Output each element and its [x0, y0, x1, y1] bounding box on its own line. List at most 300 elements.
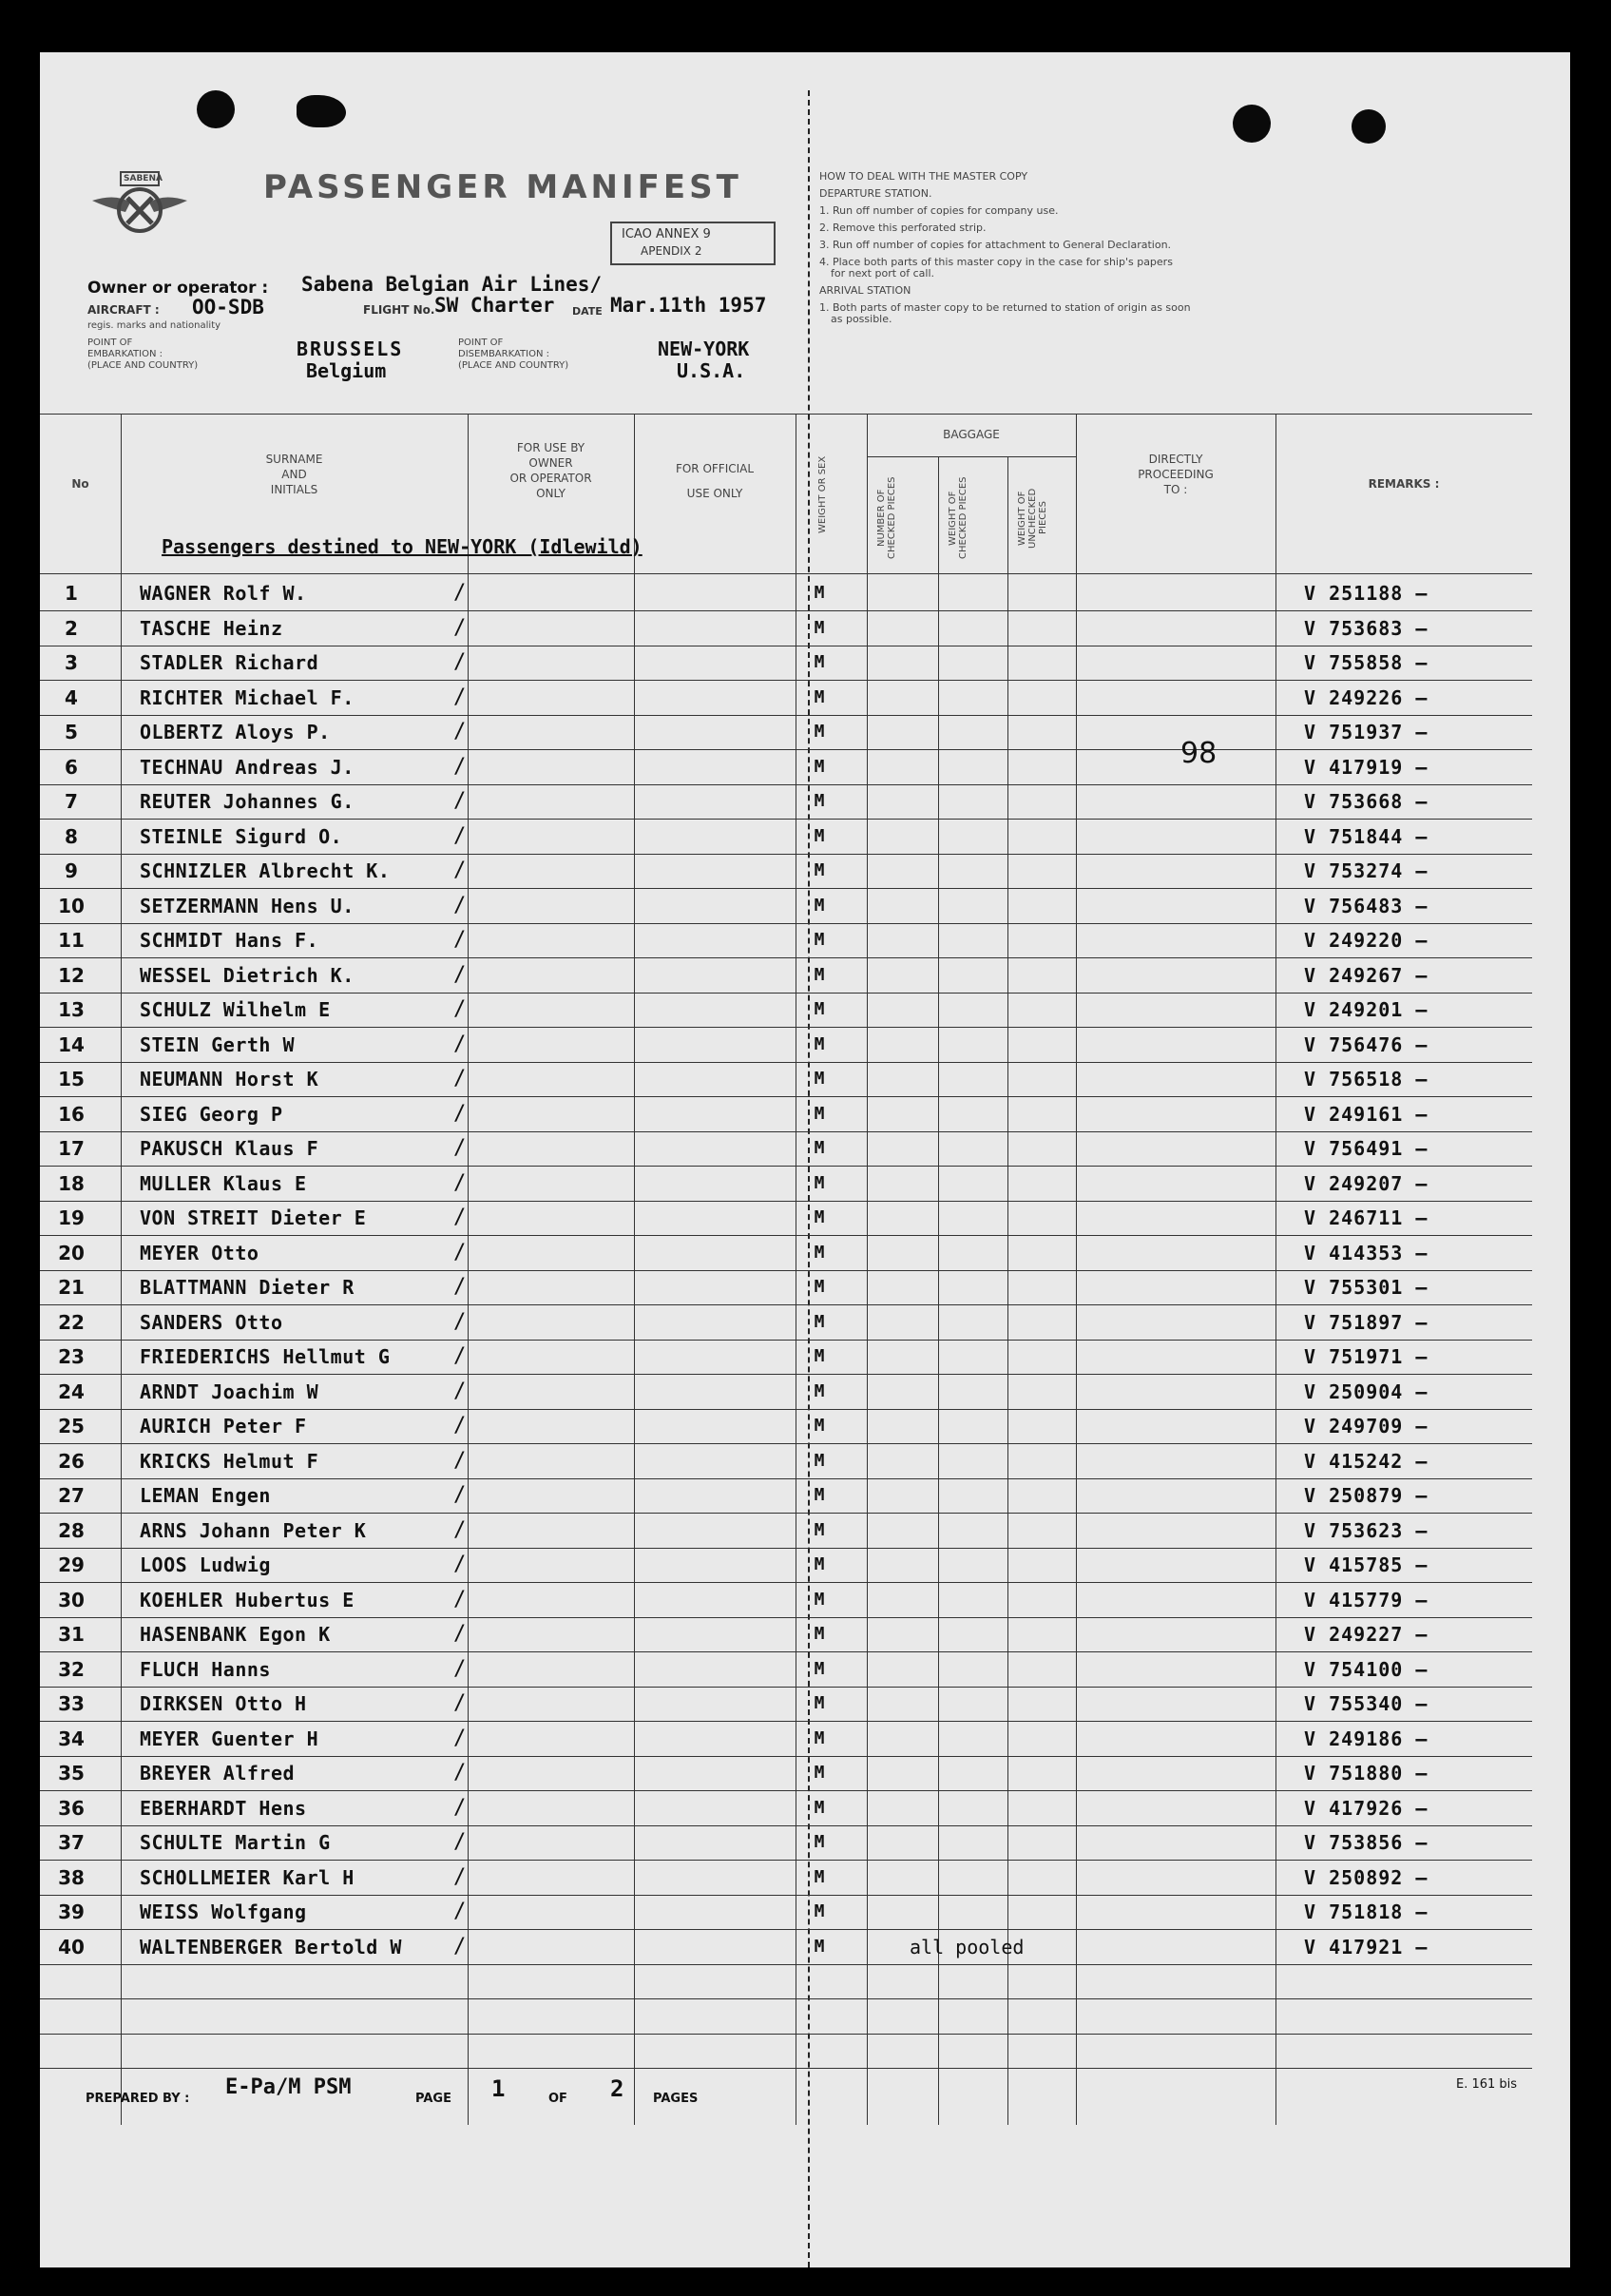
page-value: 1: [491, 2075, 506, 2102]
passenger-sex: M: [814, 1693, 825, 1713]
instr-d4b: for next port of call.: [831, 267, 935, 280]
row-number: 14: [58, 1032, 85, 1056]
owner-check-mark: /: [453, 1032, 467, 1056]
remark-visa: V 751897 —: [1304, 1310, 1429, 1334]
passenger-sex: M: [814, 999, 825, 1019]
row-number: 39: [58, 1900, 85, 1923]
passenger-name: FRIEDERICHS Hellmut G: [140, 1345, 391, 1368]
passenger-sex: M: [814, 1103, 825, 1124]
table-row: [40, 1896, 1532, 1930]
row-number: 19: [58, 1206, 85, 1229]
pages-label: PAGES: [653, 2092, 699, 2106]
remark-visa: V 751937 —: [1304, 721, 1429, 743]
col-directly-3: TO :: [1163, 483, 1188, 496]
row-number: 2: [65, 616, 78, 640]
remark-visa: V 753623 —: [1304, 1518, 1429, 1542]
disembark-label-2: DISEMBARKATION :: [458, 349, 549, 359]
passenger-table: [40, 414, 1532, 2172]
date-label: DATE: [572, 305, 603, 318]
passenger-sex: M: [814, 1554, 825, 1574]
passenger-name: WAGNER Rolf W.: [140, 582, 307, 605]
passenger-sex: M: [814, 617, 825, 638]
disembark-country: U.S.A.: [677, 359, 746, 382]
passenger-name: ARNS Johann Peter K: [140, 1518, 367, 1542]
row-number: 7: [65, 790, 78, 813]
disembark-label-3: (PLACE AND COUNTRY): [458, 360, 569, 371]
owner-check-mark: /: [453, 1864, 467, 1889]
passenger-sex: M: [814, 1901, 825, 1921]
owner-check-mark: /: [453, 1240, 467, 1264]
owner-check-mark: /: [453, 754, 467, 779]
owner-check-mark: /: [453, 685, 467, 709]
table-row: [40, 1306, 1532, 1341]
owner-check-mark: /: [453, 859, 467, 882]
row-number: 31: [58, 1623, 85, 1646]
instr-d2: 2. Remove this perforated strip.: [819, 222, 987, 234]
row-number: 32: [58, 1657, 85, 1681]
passenger-sex: M: [814, 1311, 825, 1332]
owner-check-mark: /: [453, 1795, 467, 1820]
passenger-name: TECHNAU Andreas J.: [140, 755, 355, 779]
owner-check-mark: /: [453, 1587, 467, 1611]
row-number: 35: [58, 1762, 85, 1785]
table-row: [40, 924, 1532, 958]
remark-visa: V 250892 —: [1304, 1865, 1429, 1889]
passenger-sex: M: [814, 860, 825, 880]
owner-check-mark: /: [453, 789, 467, 813]
date-value: Mar.11th 1957: [610, 294, 767, 317]
table-row: [40, 1410, 1532, 1444]
table-row: [40, 1618, 1532, 1652]
remark-visa: V 753683 —: [1304, 616, 1429, 640]
owner-check-mark: /: [453, 1691, 467, 1715]
passenger-name: MULLER Klaus E: [140, 1171, 307, 1195]
baggage-note: all pooled: [910, 1935, 1025, 1958]
remark-visa: V 755340 —: [1304, 1692, 1429, 1715]
table-row: [40, 855, 1532, 889]
remark-visa: V 415785 —: [1304, 1553, 1429, 1576]
passenger-name: MEYER Guenter H: [140, 1727, 319, 1750]
passenger-name: MEYER Otto: [140, 1241, 259, 1264]
passenger-name: FLUCH Hanns: [140, 1657, 271, 1681]
passenger-name: STEINLE Sigurd O.: [140, 824, 343, 848]
table-row: [40, 751, 1532, 785]
table-row: [40, 1479, 1532, 1514]
remark-visa: V 249227 —: [1304, 1623, 1429, 1646]
passenger-sex: M: [814, 895, 825, 916]
row-number: 25: [58, 1415, 85, 1437]
owner-check-mark: /: [453, 1136, 467, 1160]
passenger-sex: M: [814, 1727, 825, 1748]
instructions-block: [819, 171, 1485, 390]
passenger-name: SCHNIZLER Albrecht K.: [140, 859, 391, 882]
passenger-sex: M: [814, 1416, 825, 1436]
col-owner-2: OWNER: [528, 456, 573, 470]
owner-check-mark: /: [453, 1483, 467, 1507]
icao-box: [610, 222, 776, 265]
row-number: 18: [58, 1171, 85, 1195]
instr-d3: 3. Run off number of copies for attachment to General Declaration.: [819, 239, 1172, 251]
remark-visa: V 249226 —: [1304, 685, 1429, 709]
owner-check-mark: /: [453, 1379, 467, 1403]
disembark-label-1: POINT OF: [458, 338, 504, 348]
prepared-label: PREPARED BY :: [86, 2092, 190, 2106]
passenger-sex: M: [814, 964, 825, 985]
page-title: PASSENGER MANIFEST: [263, 168, 742, 206]
side-note: 98: [1180, 737, 1218, 770]
row-number: 6: [65, 755, 78, 779]
table-row: [40, 1862, 1532, 1896]
passenger-sex: M: [814, 652, 825, 672]
passenger-sex: M: [814, 686, 825, 707]
col-owner-3: OR OPERATOR: [509, 472, 592, 485]
remark-visa: V 249207 —: [1304, 1171, 1429, 1195]
row-number: 15: [58, 1068, 85, 1090]
remark-visa: V 756491 —: [1304, 1137, 1429, 1160]
row-number: 40: [58, 1935, 85, 1958]
passenger-sex: M: [814, 791, 825, 811]
owner-check-mark: /: [453, 1622, 467, 1646]
passenger-name: LOOS Ludwig: [140, 1553, 271, 1576]
punch-hole-right-2: [1352, 109, 1386, 144]
table-row: [40, 1688, 1532, 1722]
table-row: [40, 577, 1532, 611]
row-number: 38: [58, 1865, 85, 1889]
passenger-sex: M: [814, 1866, 825, 1887]
owner-check-mark: /: [453, 823, 467, 848]
passenger-name: REUTER Johannes G.: [140, 790, 355, 813]
remark-visa: V 249220 —: [1304, 929, 1429, 952]
table-row: [40, 1549, 1532, 1583]
table-row: [40, 682, 1532, 716]
passenger-name: WALTENBERGER Bertold W: [140, 1935, 402, 1958]
regis-label: regis. marks and nationality: [87, 320, 221, 331]
row-number: 8: [65, 824, 78, 848]
row-number: 30: [58, 1588, 85, 1611]
row-number: 3: [65, 651, 78, 674]
passenger-name: BLATTMANN Dieter R: [140, 1276, 355, 1299]
remark-visa: V 755858 —: [1304, 651, 1429, 674]
col-surname-1: SURNAME: [265, 453, 323, 466]
table-row: [40, 1063, 1532, 1097]
passenger-name: AURICH Peter F: [140, 1415, 307, 1437]
col-bag-weight: WEIGHT OF CHECKED PIECES: [948, 476, 969, 560]
table-row: [40, 646, 1532, 681]
remark-visa: V 753274 —: [1304, 859, 1429, 882]
row-number: 29: [58, 1553, 85, 1576]
flight-label: FLIGHT No.: [363, 303, 435, 317]
passenger-sex: M: [814, 1797, 825, 1818]
row-number: 10: [58, 894, 85, 917]
col-official-1: FOR OFFICIAL: [675, 462, 755, 475]
passenger-name: EBERHARDT Hens: [140, 1796, 307, 1820]
col-bag-unchecked: WEIGHT OF UNCHECKED PIECES: [1017, 488, 1048, 549]
remark-visa: V 756483 —: [1304, 894, 1429, 917]
table-row: [40, 1341, 1532, 1375]
col-official-2: USE ONLY: [686, 487, 743, 500]
row-number: 28: [58, 1518, 85, 1542]
remark-visa: V 417921 —: [1304, 1935, 1429, 1958]
table-row: [40, 716, 1532, 750]
table-row: [40, 820, 1532, 855]
passenger-name: KOEHLER Hubertus E: [140, 1588, 355, 1611]
passenger-sex: M: [814, 756, 825, 777]
row-number: 16: [58, 1102, 85, 1126]
passenger-sex: M: [814, 1624, 825, 1644]
owner-check-mark: /: [453, 650, 467, 674]
passenger-name: KRICKS Helmut F: [140, 1449, 319, 1473]
owner-check-mark: /: [453, 962, 467, 987]
owner-check-mark: /: [453, 928, 467, 952]
row-number: 27: [58, 1484, 85, 1507]
row-number: 4: [65, 685, 78, 709]
passenger-sex: M: [814, 722, 825, 742]
row-number: 12: [58, 963, 85, 987]
owner-check-mark: /: [453, 893, 467, 917]
disembark-city: NEW-YORK: [658, 338, 750, 360]
table-row: [40, 1132, 1532, 1167]
manifest-sheet: [40, 52, 1570, 2267]
owner-check-mark: /: [453, 1206, 467, 1229]
owner-check-mark: /: [453, 1934, 467, 1958]
owner-check-mark: /: [453, 1067, 467, 1090]
remark-visa: V 249161 —: [1304, 1102, 1429, 1126]
remark-visa: V 753668 —: [1304, 790, 1429, 813]
passenger-name: ARNDT Joachim W: [140, 1380, 319, 1403]
remark-visa: V 751818 —: [1304, 1900, 1429, 1923]
instr-departure: DEPARTURE STATION.: [819, 187, 932, 200]
instr-a1: 1. Both parts of master copy to be returned to station of origin as soon: [819, 301, 1191, 314]
passenger-name: SCHOLLMEIER Karl H: [140, 1865, 355, 1889]
remark-visa: V 249267 —: [1304, 963, 1429, 987]
passenger-name: WEISS Wolfgang: [140, 1900, 307, 1923]
instr-d1: 1. Run off number of copies for company use.: [819, 204, 1059, 217]
owner-check-mark: /: [453, 581, 467, 605]
instr-a1b: as possible.: [831, 313, 892, 325]
passenger-name: PAKUSCH Klaus F: [140, 1137, 319, 1160]
of-label: OF: [548, 2092, 567, 2106]
owner-check-mark: /: [453, 1517, 467, 1542]
embark-label-3: (PLACE AND COUNTRY): [87, 360, 199, 371]
remark-visa: V 751880 —: [1304, 1762, 1429, 1785]
table-row: [40, 1167, 1532, 1202]
passenger-name: WESSEL Dietrich K.: [140, 963, 355, 987]
instr-d4: 4. Place both parts of this master copy in the case for ship's papers: [819, 256, 1173, 268]
remark-visa: V 250879 —: [1304, 1484, 1429, 1507]
row-line: [40, 1964, 1532, 1965]
blank-row-line: [40, 2068, 1532, 2069]
remark-visa: V 751844 —: [1304, 824, 1429, 848]
col-bag-num: NUMBER OF CHECKED PIECES: [876, 476, 897, 560]
row-number: 13: [58, 998, 85, 1021]
passenger-sex: M: [814, 1936, 825, 1957]
passenger-name: SANDERS Otto: [140, 1310, 283, 1334]
table-row: [40, 785, 1532, 820]
passenger-sex: M: [814, 1277, 825, 1297]
passenger-name: SCHMIDT Hans F.: [140, 929, 319, 952]
remark-visa: V 249201 —: [1304, 998, 1429, 1021]
remark-visa: V 753856 —: [1304, 1831, 1429, 1854]
table-header-line: [40, 573, 1532, 574]
passenger-sex: M: [814, 1242, 825, 1263]
passenger-name: SETZERMANN Hens U.: [140, 894, 355, 917]
remark-visa: V 417926 —: [1304, 1796, 1429, 1820]
table-row: [40, 1584, 1532, 1618]
passenger-name: NEUMANN Horst K: [140, 1068, 319, 1090]
table-row: [40, 1792, 1532, 1826]
owner-check-mark: /: [453, 997, 467, 1021]
flight-value: SW Charter: [434, 294, 555, 317]
table-row: [40, 1723, 1532, 1757]
table-row: [40, 1931, 1532, 1965]
embark-label-1: POINT OF: [87, 338, 133, 348]
instr-arrival: ARRIVAL STATION: [819, 284, 911, 297]
row-number: 21: [58, 1276, 85, 1299]
row-number: 33: [58, 1692, 85, 1715]
remark-visa: V 417919 —: [1304, 755, 1429, 779]
aircraft-value: OO-SDB: [192, 296, 264, 318]
owner-check-mark: /: [453, 1275, 467, 1299]
table-row: [40, 1826, 1532, 1861]
table-row: [40, 1098, 1532, 1132]
col-owner-1: FOR USE BY: [516, 441, 585, 454]
passenger-name: STEIN Gerth W: [140, 1032, 296, 1056]
owner-check-mark: /: [453, 1830, 467, 1854]
row-number: 22: [58, 1310, 85, 1334]
remark-visa: V 754100 —: [1304, 1657, 1429, 1681]
passenger-sex: M: [814, 583, 825, 603]
page-label: PAGE: [415, 2092, 451, 2106]
passenger-name: STADLER Richard: [140, 651, 319, 674]
passenger-sex: M: [814, 825, 825, 846]
owner-label: Owner or operator :: [87, 279, 269, 298]
owner-check-mark: /: [453, 1656, 467, 1681]
passenger-name: SCHULTE Martin G: [140, 1831, 331, 1854]
remark-visa: V 414353 —: [1304, 1241, 1429, 1264]
remark-visa: V 250904 —: [1304, 1380, 1429, 1403]
of-value: 2: [610, 2075, 624, 2102]
remark-visa: V 251188 —: [1304, 582, 1429, 605]
passenger-name: OLBERTZ Aloys P.: [140, 721, 331, 743]
destination-note: Passengers destined to NEW-YORK (Idlewild): [162, 535, 642, 558]
punch-hole-left: [197, 90, 235, 128]
row-number: 5: [65, 721, 78, 743]
owner-check-mark: /: [453, 1344, 467, 1368]
blank-row-line: [40, 2034, 1532, 2035]
passenger-name: SCHULZ Wilhelm E: [140, 998, 331, 1021]
prepared-value: E-Pa/M PSM: [225, 2075, 352, 2099]
remark-visa: V 249186 —: [1304, 1727, 1429, 1750]
table-top-line: [40, 414, 1532, 415]
passenger-sex: M: [814, 930, 825, 950]
passenger-sex: M: [814, 1832, 825, 1852]
passenger-sex: M: [814, 1450, 825, 1471]
row-number: 20: [58, 1241, 85, 1264]
owner-check-mark: /: [453, 1448, 467, 1473]
col-weight-sex: WEIGHT OR SEX: [817, 455, 828, 533]
passenger-sex: M: [814, 1485, 825, 1505]
table-row: [40, 1757, 1532, 1791]
owner-check-mark: /: [453, 1101, 467, 1126]
instr-title: HOW TO DEAL WITH THE MASTER COPY: [819, 170, 1028, 183]
owner-check-mark: /: [453, 1309, 467, 1334]
remark-visa: V 756518 —: [1304, 1068, 1429, 1090]
passenger-sex: M: [814, 1380, 825, 1401]
passenger-sex: M: [814, 1207, 825, 1227]
passenger-sex: M: [814, 1033, 825, 1054]
table-row: [40, 994, 1532, 1028]
passenger-sex: M: [814, 1138, 825, 1158]
logo-text: SABENA: [124, 174, 163, 183]
table-row: [40, 1515, 1532, 1549]
table-row: [40, 959, 1532, 994]
remark-visa: V 246711 —: [1304, 1206, 1429, 1229]
icao-ref-1: ICAO ANNEX 9: [622, 227, 711, 241]
sabena-logo: [87, 164, 192, 250]
owner-check-mark: /: [453, 1761, 467, 1785]
remark-visa: V 755301 —: [1304, 1276, 1429, 1299]
row-number: 17: [58, 1137, 85, 1160]
table-row: [40, 612, 1532, 646]
owner-check-mark: /: [453, 1553, 467, 1576]
owner-check-mark: /: [453, 615, 467, 640]
table-row: [40, 1445, 1532, 1479]
punch-hole-right: [1233, 105, 1271, 143]
passenger-name: VON STREIT Dieter E: [140, 1206, 367, 1229]
col-surname-2: AND: [281, 468, 307, 481]
row-number: 37: [58, 1831, 85, 1854]
passenger-name: TASCHE Heinz: [140, 616, 283, 640]
passenger-sex: M: [814, 1658, 825, 1679]
table-row: [40, 1237, 1532, 1271]
row-number: 1: [65, 582, 78, 605]
passenger-name: BREYER Alfred: [140, 1762, 296, 1785]
passenger-name: RICHTER Michael F.: [140, 685, 355, 709]
owner-check-mark: /: [453, 1414, 467, 1437]
table-row: [40, 1653, 1532, 1688]
punch-hole-left-torn: [297, 95, 346, 127]
passenger-sex: M: [814, 1519, 825, 1540]
row-number: 24: [58, 1380, 85, 1403]
passenger-sex: M: [814, 1589, 825, 1610]
remark-visa: V 415242 —: [1304, 1449, 1429, 1473]
embark-city: BRUSSELS: [297, 338, 404, 360]
col-owner-4: ONLY: [536, 487, 566, 500]
table-row: [40, 890, 1532, 924]
row-number: 9: [65, 859, 78, 882]
owner-check-mark: /: [453, 1726, 467, 1750]
passenger-name: HASENBANK Egon K: [140, 1623, 331, 1646]
owner-check-mark: /: [453, 1900, 467, 1923]
form-code: E. 161 bis: [1456, 2077, 1518, 2092]
remark-visa: V 756476 —: [1304, 1032, 1429, 1056]
remark-visa: V 249709 —: [1304, 1415, 1429, 1437]
passenger-sex: M: [814, 1346, 825, 1366]
aircraft-label: AIRCRAFT :: [87, 303, 160, 317]
passenger-sex: M: [814, 1069, 825, 1089]
passenger-name: SIEG Georg P: [140, 1102, 283, 1126]
owner-check-mark: /: [453, 1170, 467, 1195]
table-row: [40, 1271, 1532, 1305]
table-row: [40, 1029, 1532, 1063]
row-number: 23: [58, 1345, 85, 1368]
col-remarks: REMARKS :: [1368, 477, 1440, 491]
row-number: 34: [58, 1727, 85, 1750]
table-row: [40, 1202, 1532, 1236]
passenger-name: LEMAN Engen: [140, 1484, 271, 1507]
row-number: 11: [58, 929, 85, 952]
passenger-sex: M: [814, 1172, 825, 1193]
